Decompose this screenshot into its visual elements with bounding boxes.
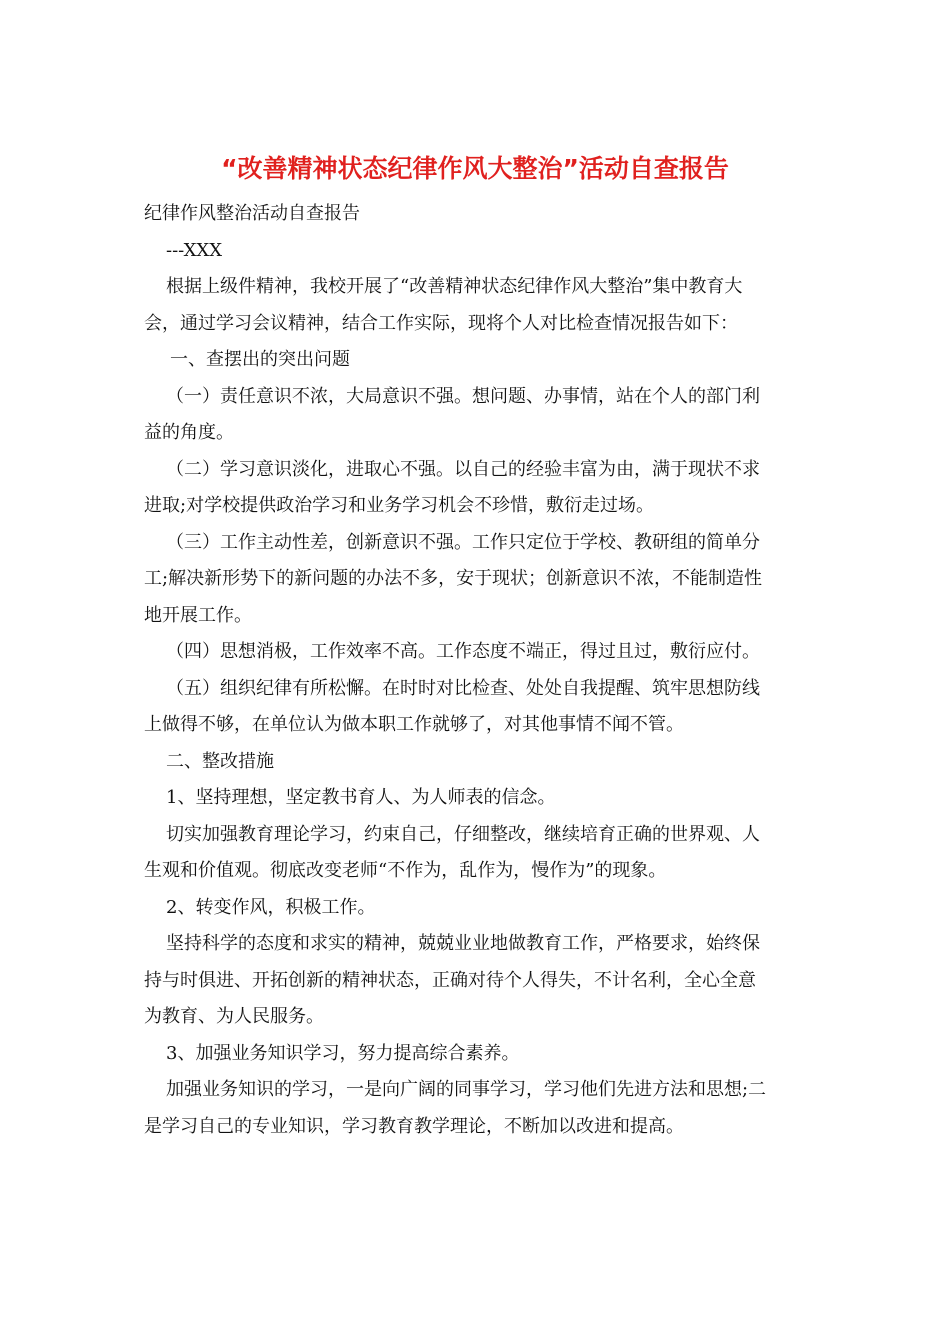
paragraph-line: 根据上级件精神，我校开展了“改善精神状态纪律作风大整治”集中教育大 bbox=[166, 276, 743, 297]
paragraph-line: 工;解决新形势下的新问题的办法不多，安于现状；创新意识不浓，不能制造性 bbox=[144, 568, 763, 589]
paragraph-line: 会，通过学习会议精神，结合工作实际，现将个人对比检查情况报告如下： bbox=[144, 312, 738, 334]
subsection-heading: 2、转变作风，积极工作。 bbox=[166, 896, 376, 918]
paragraph-line: （二）学习意识淡化，进取心不强。以自己的经验丰富为由，满于现状不求 bbox=[166, 458, 760, 480]
paragraph-line: （五）组织纪律有所松懈。在时时对比检查、处处自我提醒、筑牢思想防线 bbox=[166, 677, 760, 699]
document-body bbox=[144, 196, 808, 1145]
paragraph-line: （四）思想消极，工作效率不高。工作态度不端正，得过且过，敷衍应付。 bbox=[166, 641, 760, 662]
paragraph-line: 益的角度。 bbox=[144, 422, 234, 443]
paragraph-line: 生观和价值观。彻底改变老师“不作为，乱作为，慢作为”的现象。 bbox=[144, 860, 667, 881]
paragraph-line: 为教育、为人民服务。 bbox=[144, 1006, 324, 1027]
paragraph-line: 加强业务知识的学习，一是向广阔的同事学习，学习他们先进方法和思想;二 bbox=[166, 1079, 767, 1100]
section-heading: 二、整改措施 bbox=[166, 750, 274, 772]
author-line: ---XXX bbox=[166, 239, 223, 261]
paragraph-line: 上做得不够，在单位认为做本职工作就够了，对其他事情不闻不管。 bbox=[144, 714, 684, 735]
paragraph-line: 切实加强教育理论学习，约束自己，仔细整改，继续培育正确的世界观、人 bbox=[166, 823, 760, 845]
subsection-heading: 3、加强业务知识学习，努力提高综合素养。 bbox=[166, 1042, 520, 1064]
subtitle-line: 纪律作风整治活动自查报告 bbox=[144, 203, 360, 224]
paragraph-line: 是学习自己的专业知识，学习教育教学理论，不断加以改进和提高。 bbox=[144, 1115, 684, 1137]
paragraph-line: 持与时俱进、开拓创新的精神状态，正确对待个人得失，不计名利，全心全意 bbox=[144, 969, 756, 991]
paragraph-line: 进取;对学校提供政治学习和业务学习机会不珍惜，敷衍走过场。 bbox=[144, 495, 655, 516]
paragraph-line: 地开展工作。 bbox=[144, 604, 252, 626]
paragraph-line: 坚持科学的态度和求实的精神，兢兢业业地做教育工作，严格要求，始终保 bbox=[166, 933, 760, 954]
paragraph-line: （三）工作主动性差，创新意识不强。工作只定位于学校、教研组的简单分 bbox=[166, 531, 760, 553]
paragraph-line: （一）责任意识不浓，大局意识不强。想问题、办事情，站在个人的部门利 bbox=[166, 385, 760, 407]
subsection-heading: 1、坚持理想，坚定教书育人、为人师表的信念。 bbox=[166, 787, 556, 808]
section-heading: 一、查摆出的突出问题 bbox=[170, 349, 350, 370]
document-title: “改善精神状态纪律作风大整治”活动自查报告 bbox=[221, 154, 729, 183]
